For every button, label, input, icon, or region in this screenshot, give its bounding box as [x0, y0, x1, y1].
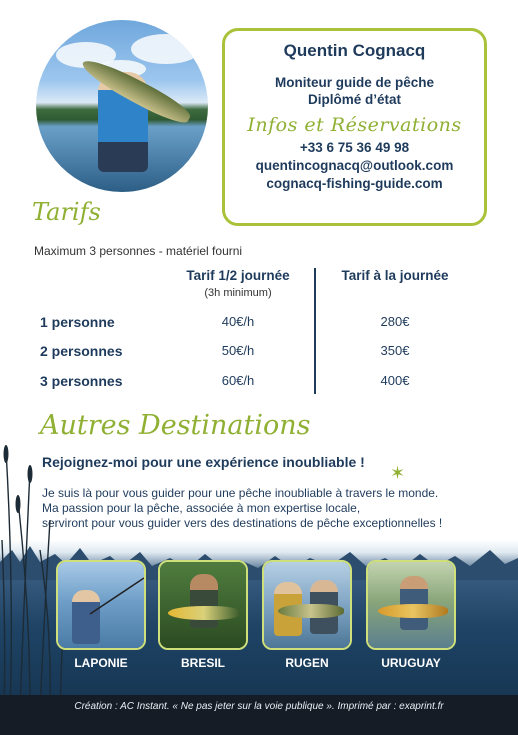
tarif-row — [0, 373, 518, 393]
tarif-row-full: 350€ — [380, 343, 410, 358]
accent-mark-icon: ✶ — [390, 463, 406, 483]
tarif-row-half: 50€/h — [221, 343, 255, 358]
fishing-rod-icon — [88, 576, 146, 616]
destinations-title: Autres Destinations — [40, 410, 311, 441]
destination-card-laponie[interactable] — [56, 560, 146, 650]
guide-name: Quentin Cognacq — [283, 41, 426, 60]
destination-label: URUGUAY — [381, 656, 441, 670]
destinations-text-line: serviront pour vous guider vers des destinations de pêche exceptionnelles ! — [42, 516, 443, 530]
tarif-row-label: 3 personnes — [40, 373, 123, 389]
destinations-text — [42, 486, 472, 531]
tarif-half-header: Tarif 1/2 journée — [186, 268, 290, 283]
tarifs-title: Tarifs — [32, 198, 101, 226]
destinations-subtitle: Rejoignez-moi pour une expérience inoubliable ! — [42, 454, 365, 470]
destinations-text-line: Ma passion pour la pêche, associée à mon expertise locale, — [42, 501, 361, 515]
info-title: Infos et Réservations — [247, 114, 462, 136]
tarif-row-label: 2 personnes — [40, 343, 123, 359]
tarif-row-half: 40€/h — [221, 314, 255, 329]
destination-card-uruguay[interactable] — [366, 560, 456, 650]
destination-card-rugen[interactable] — [262, 560, 352, 650]
tarifs-note: Maximum 3 personnes - matériel fourni — [34, 244, 243, 258]
tarif-row — [0, 314, 518, 334]
footer-bar — [0, 695, 518, 735]
tarif-row — [0, 343, 518, 363]
guide-role — [225, 74, 484, 108]
guide-photo — [36, 20, 208, 192]
email-link[interactable]: quentincognacq@outlook.com — [255, 158, 454, 173]
tarif-row-half: 60€/h — [221, 373, 255, 388]
tarif-full-header: Tarif à la journée — [341, 268, 449, 283]
tarif-half-subheader: (3h minimum) — [204, 287, 272, 299]
destination-label: BRESIL — [180, 656, 225, 670]
footer-credits: Création : AC Instant. « Ne pas jeter sur la voie publique ». Imprimé par : exaprint.fr — [74, 701, 444, 712]
tarif-row-full: 280€ — [380, 314, 410, 329]
phone-link[interactable]: +33 6 75 36 49 98 — [299, 140, 410, 155]
tarif-row-full: 400€ — [380, 373, 410, 388]
destination-label: LAPONIE — [74, 656, 128, 670]
role-line-1: Moniteur guide de pêche — [274, 75, 434, 90]
destinations-text-line: Je suis là pour vous guider pour une pêche inoubliable à travers le monde. — [42, 486, 439, 500]
destination-card-bresil[interactable] — [158, 560, 248, 650]
tarif-row-label: 1 personne — [40, 314, 115, 330]
contact-box — [222, 28, 487, 226]
destination-label: RUGEN — [285, 656, 329, 670]
role-line-2: Diplômé d’état — [307, 92, 401, 107]
website-link[interactable]: cognacq-fishing-guide.com — [266, 176, 443, 191]
